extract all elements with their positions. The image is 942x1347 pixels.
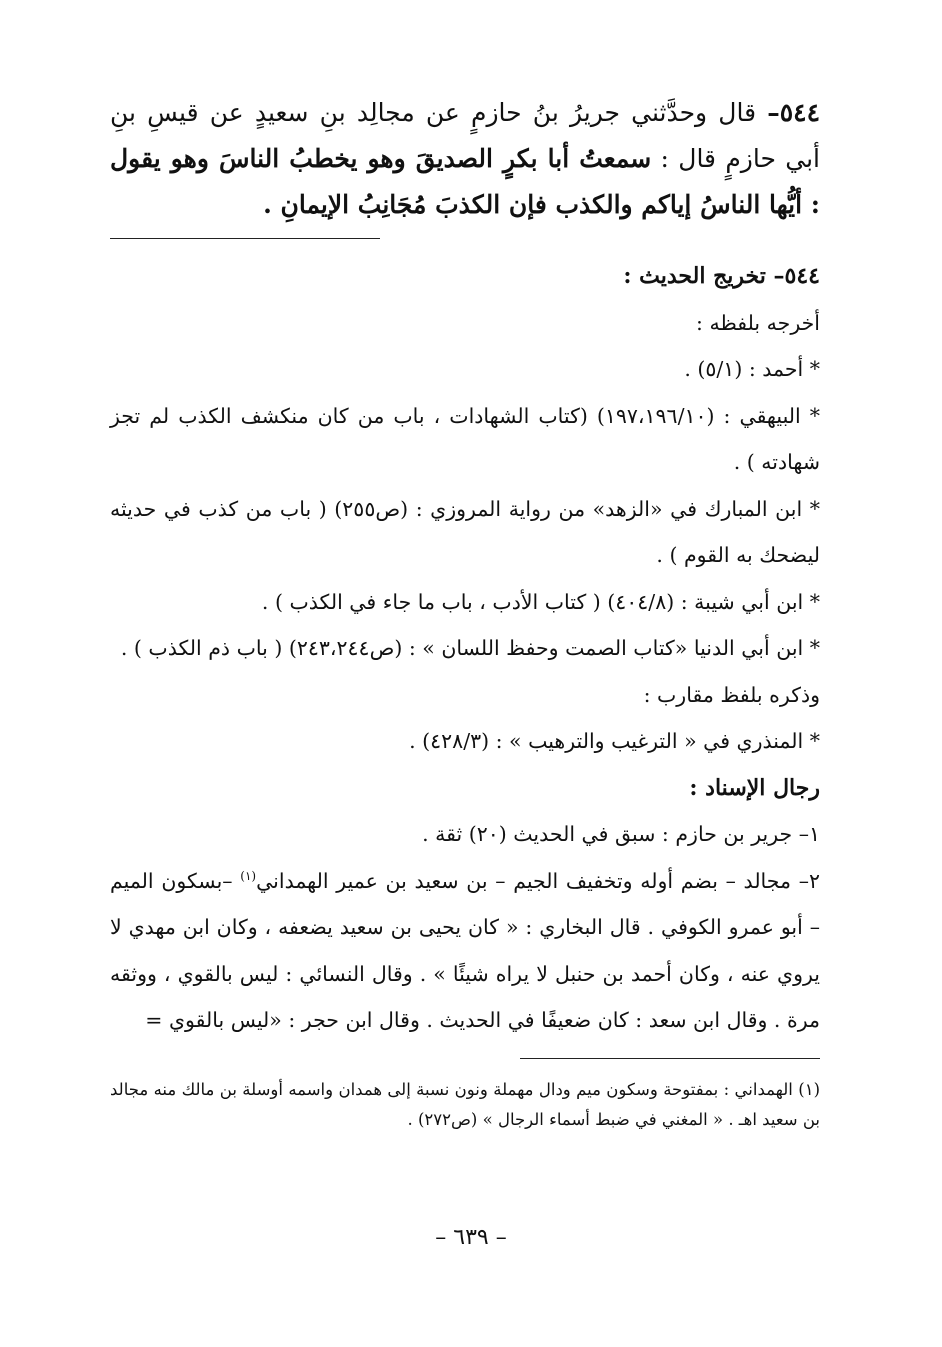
rijal-item-2 (110, 858, 820, 1044)
rijal-item-2-part-b: –بسكون الميم – أبو عمرو الكوفي . قال البخاري : « كان يحيى بن سعيد يضعفه ، وكان ابن مهدي لا يروي عنه ، وكان أحمد بن حنبل لا يراه شيئًا » . وقال النسائي : ليس بالقوي ، ووثقه مرة . وقال ابن سعد : كان ضعيفًا في الحديث . وقال ابن حجر : «ليس بالقوي = (110, 868, 820, 1032)
takhrij-item: * البيهقي : (١٩٧،١٩٦/١٠) (كتاب الشهادات ، باب من كان منكشف الكذب لم تجز شهادته ) . (110, 403, 820, 474)
takhrij-section (110, 253, 820, 1044)
footnote-ref[interactable]: (١) (240, 868, 257, 883)
takhrij-item: * ابن المبارك في «الزهد» من رواية المروزي : (ص٢٥٥) ( باب من كذب في حديثه ليضحك به القوم ) . (110, 496, 820, 567)
takhrij-item: * ابن أبي الدنيا «كتاب الصمت وحفظ اللسان » : (ص٢٤٣،٢٤٤) ( باب ذم الكذب ) . (120, 636, 820, 660)
takhrij-item: * أحمد : (٥/١) . (684, 357, 820, 381)
rijal-item-2-part-a: ٢– مجالد – بضم أوله وتخفيف الجيم – بن سعيد بن عمير الهمداني (256, 868, 820, 893)
footnote-divider (520, 1058, 820, 1059)
akhrajahu-label: أخرجه بلفظه : (696, 310, 820, 335)
footnote: (١) الهمداني : بمفتوحة وسكون ميم ودال مهملة ونون نسبة إلى همدان واسمه أوسلة بن مالك منه مجالد بن سعيد اهـ . « المغني في ضبط أسماء الرجال » (ص٢٧٢) . (110, 1079, 820, 1129)
takhrij-item: * ابن أبي شيبة : (٤٠٤/٨) ( كتاب الأدب ، باب ما جاء في الكذب ) . (261, 589, 820, 614)
hadith-intro: قال وحدَّثني جريرُ بنُ حازمٍ عن مجالِد بنِ سعيدٍ عن قيسِ بنِ أبي حازمٍ قال : (110, 98, 820, 173)
page-number: – ٦٣٩ – (435, 1225, 507, 1250)
takhrij-heading: ٥٤٤– تخريج الحديث : (623, 263, 820, 289)
rijal-item-1: ١– جرير بن حازم : سبق في الحديث (٢٠) ثقة . (422, 822, 820, 846)
section-divider (110, 238, 380, 239)
rijal-heading: رجال الإسناد : (689, 774, 820, 801)
page-body (110, 90, 820, 1135)
dhakarahu-label: وذكره بلفظ مقارب : (643, 682, 820, 707)
hadith-number: ٥٤٤– (767, 98, 821, 127)
takhrij-item: * المنذري في « الترغيب والترهيب » : (٤٢٨/٣) . (409, 729, 820, 753)
hadith-quote: سمعتُ أبا بكرٍ الصديقَ وهو يخطبُ الناسَ وهو يقول : أيُّها الناسُ إياكم والكذب فإن الكذبَ مُجَانِبُ الإيمانِ . (110, 144, 820, 219)
hadith-text (110, 90, 820, 228)
